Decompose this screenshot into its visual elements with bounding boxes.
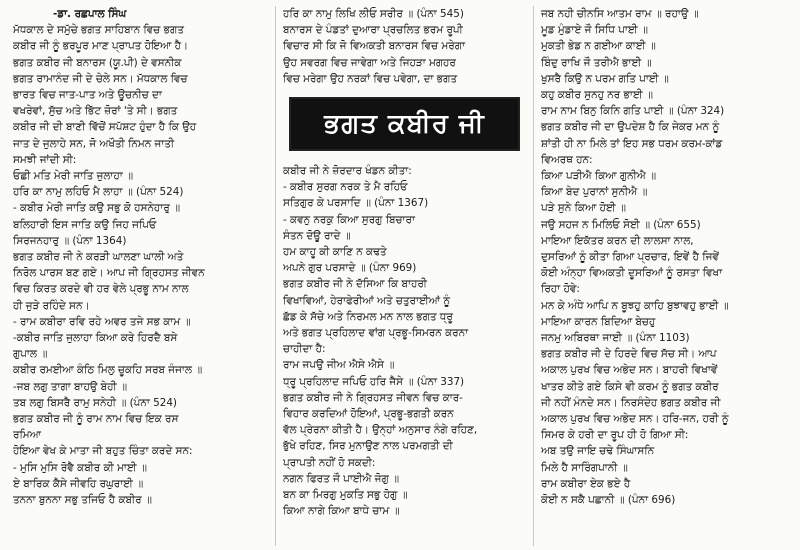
text-line: ਨਗਨ ਫਿਰਤ ਜੌ ਪਾਈਐ ਜੋਗੁ ॥ — [283, 472, 399, 485]
text-line: ਅਪਨੇ ਗੁਰ ਪਰਸਾਦੇ ॥ (ਪੰਨਾ 969) — [283, 262, 417, 275]
text-line: ਗੁਪਾਲ ॥ — [13, 348, 48, 361]
text-line: ਦੁਸਰਿਆਂ ਨੂੰ ਕੀਤਾ ਗਿਆ ਪ੍ਰਚਾਰ, ਇਵੇਂ ਹੈ ਜਿਵੇਂ — [541, 251, 719, 264]
text-line: ਵੱਲ ਪ੍ਰੇਰਨਾ ਕੀਤੀ ਹੈ। ਉਨ੍ਹਾਂ ਅਨੁਸਾਰ ਨੰਗੇ ਰਹਿਣ, — [283, 424, 478, 437]
text-line: ਅਬ ਤਉ ਜਾਇ ਚਢੇ ਸਿੰਘਾਸਨਿ — [541, 445, 655, 458]
text-line: ਜਨਮੁ ਅਬਿਰਥਾ ਜਾਈ ॥ (ਪੰਨਾ 1103) — [541, 332, 690, 345]
text-line: ਅਕਾਲ ਪੁਰਖ ਵਿਚ ਅਭੇਦ ਸਨ। ਹਰਿ-ਜਨ, ਹਰੀ ਨੂੰ — [541, 413, 729, 426]
text-line: ਸਿਰਜਨਹਾਰੁ ॥ (ਪੰਨਾ 1364) — [13, 234, 127, 247]
text-line: ਵਖਰੇਵਾਂ, ਸੁੱਚ ਅਤੇ ਭਿੱਟ ਜ਼ੋਰਾਂ 'ਤੇ ਸੀ। ਭਗਤ — [13, 105, 178, 118]
headline: ਭਗਤ ਕਬੀਰ ਜੀ — [289, 97, 520, 151]
text-line: ਭਗਤ ਕਬੀਰ ਜੀ ਬਨਾਰਸ (ਯੂ.ਪੀ) ਦੇ ਵਸਨੀਕ — [13, 56, 182, 69]
text-line: ਭਗਤ ਕਬੀਰ ਜੀ ਨੇ ਕਰੜੀ ਘਾਲਣਾ ਘਾਲੀ ਅਤੇ — [13, 251, 184, 264]
text-line: - ਰਾਮ ਕਬੀਰਾ ਰਵਿ ਰਹੇ ਅਵਰ ਤਜੇ ਸਭ ਕਾਮ ॥ — [13, 315, 191, 328]
text-line: ਮੱਧਕਾਲ ਦੇ ਸਮੁੱਚੇ ਭਗਤ ਸਾਹਿਬਾਨ ਵਿਚ ਭਗਤ — [13, 24, 184, 37]
text-line: ਸੰਤਨ ਦੋਊ ਰਾਦੇ ॥ — [283, 229, 351, 242]
text-line: ਅਤੇ ਭਗਤ ਪ੍ਰਹਿਲਾਦ ਵਾਂਗ ਪ੍ਰਭੂ-ਸਿਮਰਨ ਕਰਨਾ — [283, 327, 469, 340]
text-line: ਵਿਅਰਥ ਹਨ: — [541, 153, 593, 166]
text-line: ਰਮਿਆ — [13, 429, 41, 442]
text-line: ਰਿਹਾ ਹੋਵੇ: — [541, 283, 580, 296]
text-line: ਓਛੀ ਮਤਿ ਮੇਰੀ ਜਾਤਿ ਜੁਲਾਹਾ ॥ — [13, 170, 134, 183]
text-line: ਬਨਾਰਸ ਦੇ ਪੰਡਤਾਂ ਦੁਆਰਾ ਪ੍ਰਚਲਿਤ ਭਰਮ ਰੂਪੀ — [283, 24, 463, 37]
text-line: ਚਾਹੀਦਾ ਹੈ: — [283, 343, 326, 356]
text-line: ਸ਼ਾਂਤੀ ਹੀ ਨਾ ਮਿਲੇ ਤਾਂ ਇਹ ਸਭ ਧਰਮ ਕਰਮ-ਕਾਂਡ — [541, 137, 723, 150]
text-line: ਵਿਖਾਵਿਆਂ, ਹੇਰਾਫੇਰੀਆਂ ਅਤੇ ਚਤੁਰਾਈਆਂ ਨੂੰ — [283, 294, 450, 307]
text-line: ਭਗਤ ਕਬੀਰ ਜੀ ਦਾ ਉਪਦੇਸ਼ ਹੈ ਕਿ ਜੇਕਰ ਮਨ ਨੂੰ — [541, 121, 720, 134]
column-2 — [276, 6, 534, 546]
text-line: ਮਾਇਆ ਕਾਰਨ ਬਿਦਿਆ ਬੇਚਹੁ — [541, 315, 656, 328]
text-line: ਮੂਡ ਮੁੰਡਾਏ ਜੌ ਸਿਧਿ ਪਾਈ ॥ — [541, 24, 648, 37]
text-line: ਜਉ ਸਹਜ ਨ ਮਿਲਿਓ ਸੋਈ ॥ (ਪੰਨਾ 655) — [541, 218, 701, 231]
text-line: ਏ ਬਾਰਿਕ ਕੈਸੇ ਜੀਵਹਿ ਰਘੁਰਾਈ ॥ — [13, 477, 144, 490]
text-line: - ਕਬੀਰ ਮੇਰੀ ਜਾਤਿ ਕਉ ਸਭੁ ਕੋ ਹਸਨੇਹਾਰੁ ॥ — [13, 202, 181, 215]
text-line: ਤਨਨਾ ਬੁਨਨਾ ਸਭੁ ਤਜਿਓ ਹੈ ਕਬੀਰ ॥ — [13, 494, 152, 507]
text-line: ਨਿਰੋਲ ਪਾਰਸ ਬਣ ਗਏ। ਆਪ ਜੀ ਗ੍ਰਿਹਸਤ ਜੀਵਨ — [13, 267, 205, 280]
column-2-text-top — [283, 6, 526, 87]
text-line: ਕੋਈ ਅੰਨ੍ਹਾ ਵਿਅਕਤੀ ਦੂਸਰਿਆਂ ਨੂੰ ਰਸਤਾ ਵਿਖਾ — [541, 267, 723, 280]
text-line: -ਕਬੀਰ ਜਾਤਿ ਜੁਲਾਹਾ ਕਿਆ ਕਰੇ ਹਿਰਦੈ ਬਸੇ — [13, 332, 178, 345]
text-line: -ਜਬ ਲਗੁ ਤਾਗਾ ਬਾਹਉ ਬੇਹੀ ॥ — [13, 380, 127, 393]
text-line: ਹੋਇਆ ਵੇਖ ਕੇ ਮਾਤਾ ਜੀ ਬਹੁਤ ਚਿੰਤਾ ਕਰਦੇ ਸਨ: — [13, 445, 193, 458]
text-line: ਜਾਤ ਦੇ ਜੁਲਾਹੇ ਸਨ, ਜੋ ਅਖੌਤੀ ਨਿਮਨ ਜਾਤੀ — [13, 137, 175, 150]
text-line: ਮਨ ਕੇ ਅੰਧੇ ਆਪਿ ਨ ਬੂਝਹੁ ਕਾਹਿ ਬੁਝਾਵਹੁ ਭਾਈ ॥ — [541, 299, 729, 312]
text-line: - ਮੁਸਿ ਮੁਸਿ ਰੋਵੈ ਕਬੀਰ ਕੀ ਮਾਈ ॥ — [13, 461, 147, 474]
text-line: ਛੱਡ ਕੇ ਸੱਚੇ ਅਤੇ ਨਿਰਮਲ ਮਨ ਨਾਲ ਭਗਤ ਧ੍ਰੂ — [283, 310, 453, 323]
text-line: ਰਾਮ ਕਬੀਰਾ ਏਕ ਭਏ ਹੈ — [541, 477, 631, 490]
text-line: ਮਿਲੇ ਹੈ ਸਾਰਿੰਗਪਾਨੀ ॥ — [541, 461, 628, 474]
text-line: ਸਤਿਗੁਰ ਕੇ ਪਰਸਾਦਿ ॥ (ਪੰਨਾ 1367) — [283, 197, 429, 210]
text-line: - ਕਬੀਰ ਸੁਰਗ ਨਰਕ ਤੇ ਮੈ ਰਹਿਓ — [283, 181, 408, 194]
text-line: ਮੁਕਤੀ ਭੇਡ ਨ ਗਈਆ ਕਾਈ ॥ — [541, 40, 656, 53]
text-line: ਕਿਆ ਨਾਗੇ ਕਿਆ ਬਾਧੇ ਚਾਮ ॥ — [283, 505, 400, 518]
text-line: ਕਬੀਰ ਜੀ ਨੇ ਜ਼ੋਰਦਾਰ ਖੰਡਨ ਕੀਤਾ: — [283, 165, 412, 178]
text-line: ਮਾਇਆ ਇਕੱਤਰ ਕਰਨ ਦੀ ਲਾਲਸਾ ਨਾਲ, — [541, 234, 694, 247]
text-line: ਕਬੀਰ ਜੀ ਦੀ ਬਾਣੀ ਵਿੱਚੋਂ ਸਪੱਸ਼ਟ ਹੁੰਦਾ ਹੈ ਕਿ ਉਹ — [13, 121, 197, 134]
column-3-text — [541, 6, 787, 508]
text-line: ਹਮ ਕਾਹੂ ਕੀ ਕਾਣਿ ਨ ਕਢਤੇ — [283, 246, 387, 259]
text-line: ਭਗਤ ਕਬੀਰ ਜੀ ਦੇ ਹਿਰਦੇ ਵਿਚ ਸੱਚ ਸੀ। ਆਪ — [541, 348, 717, 361]
text-line: ਭਾਰਤ ਵਿਚ ਜਾਤ-ਪਾਤ ਅਤੇ ਊਚਨੀਚ ਦਾ — [13, 89, 162, 102]
column-1-text — [13, 22, 268, 508]
byline: -ਡਾ. ਰਛਪਾਲ ਸਿੰਘ — [53, 8, 127, 20]
text-line: ਭਗਤ ਕਬੀਰ ਜੀ ਨੇ ਦੱਸਿਆ ਕਿ ਬਾਹਰੀ — [283, 278, 427, 291]
text-line: ਅਕਾਲ ਪੁਰਖ ਵਿਚ ਅਭੇਦ ਸਨ। ਬਾਹਰੀ ਵਿਖਾਵੇਂ — [541, 364, 718, 377]
text-line: ਭੁੱਖੇ ਰਹਿਣ, ਸਿਰ ਮੁਨਾਉਣ ਨਾਲ ਪਰਮਗਤੀ ਦੀ — [283, 440, 453, 453]
text-line: ਜੀ ਨਹੀਂ ਮੰਨਦੇ ਸਨ। ਨਿਰਸੰਦੇਹ ਭਗਤ ਕਬੀਰ ਜੀ — [541, 396, 721, 409]
text-line: ਖੁਸਰੈ ਕਿਉ ਨ ਪਰਮ ਗਤਿ ਪਾਈ ॥ — [541, 72, 669, 85]
text-line: ਕਬੀਰ ਰਮਈਆ ਕੰਠਿ ਮਿਲੁ ਚੂਕਹਿ ਸਰਬ ਜੰਜਾਲ ॥ — [13, 364, 203, 377]
text-line: ਬਿੰਦੁ ਰਾਖਿ ਜੌ ਤਰੀਐ ਭਾਈ ॥ — [541, 56, 652, 69]
column-2-text-bottom — [283, 163, 526, 519]
text-line: ਰਾਮ ਜਪਉ ਜੀਅ ਐਸੇ ਐਸੇ ॥ — [283, 359, 395, 372]
text-line: ਜਬ ਨਹੀ ਚੀਨਸਿ ਆਤਮ ਰਾਮ ॥ ਰਹਾਉ ॥ — [541, 8, 699, 20]
text-line: ਕਬੀਰ ਜੀ ਨੂੰ ਭਰਪੂਰ ਮਾਣ ਪ੍ਰਾਪਤ ਹੋਇਆ ਹੈ। — [13, 40, 189, 53]
text-line: ਹਰਿ ਕਾ ਨਾਮੁ ਲਹਿਓ ਮੈ ਲਾਹਾ ॥ (ਪੰਨਾ 524) — [13, 186, 184, 199]
text-line: ਕੋਈ ਨ ਸਕੈ ਪਛਾਨੀ ॥ (ਪੰਨਾ 696) — [541, 494, 676, 507]
text-line: - ਕਵਨੁ ਨਰਕੁ ਕਿਆ ਸੁਰਗੁ ਬਿਚਾਰਾ — [283, 213, 415, 226]
text-line: ਕਹੁ ਕਬੀਰ ਸੁਨਹੁ ਨਰ ਭਾਈ ॥ — [541, 89, 653, 102]
text-line: ਬਨ ਕਾ ਮਿਰਗੁ ਮੁਕਤਿ ਸਭੁ ਹੋਗੁ ॥ — [283, 489, 408, 502]
text-line: ਕਿਆ ਬੇਦ ਪੁਰਾਨਾਂ ਸੁਨੀਐ ॥ — [541, 186, 648, 199]
text-line: ਭਗਤ ਰਾਮਾਨੰਦ ਜੀ ਦੇ ਚੇਲੇ ਸਨ। ਮੱਧਕਾਲ ਵਿਚ — [13, 72, 188, 85]
text-line: ਤਬ ਲਗੁ ਬਿਸਰੈ ਰਾਮੁ ਸਨੇਹੀ ॥ (ਪੰਨਾ 524) — [13, 396, 177, 409]
text-line: ਬਲਿਹਾਰੀ ਇਸ ਜਾਤਿ ਕਉ ਜਿਹ ਜਪਿਓ — [13, 218, 157, 231]
column-1 — [6, 6, 276, 546]
text-line: ਸਿਮਰ ਕੇ ਹਰੀ ਦਾ ਰੂਪ ਹੀ ਹੋ ਗਿਆ ਸੀ: — [541, 429, 689, 442]
text-line: ਉਹ ਸਵਰਗ ਵਿਚ ਜਾਵੇਗਾ ਅਤੇ ਜਿਹੜਾ ਮਗਹਰ — [283, 56, 456, 69]
text-line: ਭਗਤ ਕਬੀਰ ਜੀ ਨੇ ਗ੍ਰਿਹਸਤ ਜੀਵਨ ਵਿਚ ਕਾਰ- — [283, 391, 463, 404]
column-3 — [534, 6, 794, 546]
text-line: ਧ੍ਰੂ ਪ੍ਰਹਿਲਾਦ ਜਪਿਓ ਹਰਿ ਜੈਸੇ ॥ (ਪੰਨਾ 337) — [283, 375, 465, 388]
text-line: ਕਿਆ ਪੜੀਐ ਕਿਆ ਗੁਨੀਐ ॥ — [541, 170, 656, 183]
text-line: ਵਿਚ ਮਰੇਗਾ ਉਹ ਨਰਕਾਂ ਵਿਚ ਪਵੇਗਾ, ਦਾ ਭਗਤ — [283, 72, 457, 85]
text-line: ਰਾਮ ਨਾਮ ਬਿਨੁ ਕਿਨਿ ਗਤਿ ਪਾਈ ॥ (ਪੰਨਾ 324) — [541, 105, 725, 118]
text-line: ਵਿਚ ਕਿਰਤ ਕਰਦੇ ਵੀ ਹਰ ਵੇਲੇ ਪ੍ਰਭੂ ਨਾਮ ਨਾਲ — [13, 283, 189, 296]
text-line: ਭਗਤ ਕਬੀਰ ਜੀ ਨੂੰ ਰਾਮ ਨਾਮ ਵਿਚ ਇਕ ਰਸ — [13, 413, 179, 426]
text-line: ਹਰਿ ਕਾ ਨਾਮੁ ਲਿਖਿ ਲੀਓ ਸਰੀਰ ॥ (ਪੰਨਾ 545) — [283, 8, 464, 20]
text-line: ਹੀ ਜੁੜੇ ਰਹਿੰਦੇ ਸਨ। — [13, 299, 90, 312]
text-line: ਪ੍ਰਾਪਤੀ ਨਹੀਂ ਹੋ ਸਕਦੀ: — [283, 456, 376, 469]
text-line: ਵਿਚਾਰ ਸੀ ਕਿ ਜੋ ਵਿਅਕਤੀ ਬਨਾਰਸ ਵਿਚ ਮਰੇਗਾ — [283, 40, 465, 53]
text-line: ਵਿਹਾਰ ਕਰਦਿਆਂ ਹੋਇਆਂ, ਪ੍ਰਭੂ-ਭਗਤੀ ਕਰਨ — [283, 408, 454, 421]
text-line: ਪੜੇ ਸੁਨੇ ਕਿਆ ਹੋਈ ॥ — [541, 202, 626, 215]
text-line: ਸਮਝੀ ਜਾਂਦੀ ਸੀ: — [13, 153, 77, 166]
text-line: ਖਾਤਰ ਕੀਤੇ ਗਏ ਕਿਸੇ ਵੀ ਕਰਮ ਨੂੰ ਭਗਤ ਕਬੀਰ — [541, 380, 719, 393]
